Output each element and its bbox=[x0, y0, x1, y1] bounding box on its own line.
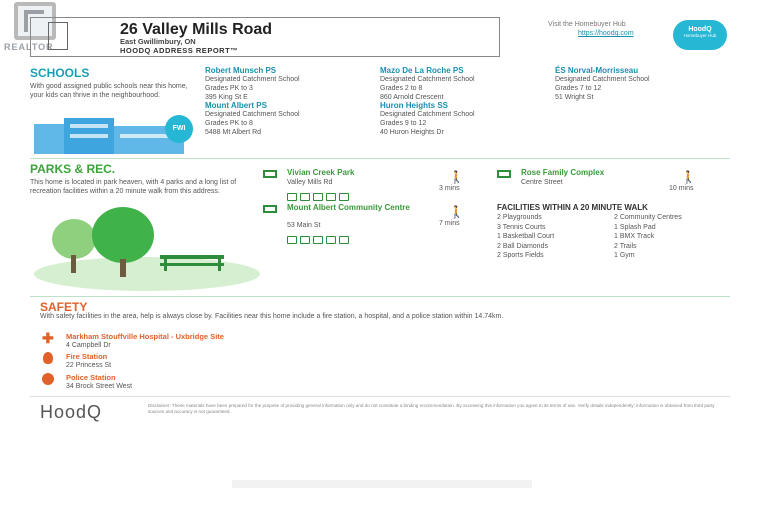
park-address: 53 Main St bbox=[287, 222, 321, 229]
hub-link[interactable]: https://hoodq.com bbox=[578, 30, 634, 37]
disclaimer-text: Disclaimer: These materials have been prepared for the purpose of providing general information only and do not constitute a binding recommendation. By accessing this information you agree to its terms of use. Verify details independently; information is obtained from third party sources and accuracy is not guaranteed. bbox=[148, 403, 715, 414]
facility-item: 2 Trails bbox=[614, 242, 637, 250]
school-item bbox=[380, 101, 540, 137]
parks-heading: PARKS & REC. bbox=[30, 162, 116, 176]
facility-item: 1 BMX Track bbox=[614, 233, 655, 240]
park-illustration bbox=[34, 205, 260, 291]
parks-intro: This home is located in park heaven, with 4 parks and a long list of recreation facilities within a 20 minute walk from this address. bbox=[30, 179, 237, 195]
homebuyer-hub-badge[interactable] bbox=[673, 20, 727, 50]
badge-title: HoodQ bbox=[688, 26, 712, 33]
amenity-icons bbox=[287, 231, 352, 249]
section-divider bbox=[30, 158, 730, 159]
park-address: Centre Street bbox=[521, 179, 563, 186]
school-address: 5488 Mt Albert Rd bbox=[205, 129, 262, 136]
park-sign-icon bbox=[263, 170, 277, 178]
city-label: East Gwillimbury, ON bbox=[120, 37, 196, 46]
walk-time: 3 mins bbox=[439, 185, 460, 192]
fire-icon bbox=[43, 352, 53, 364]
section-divider bbox=[30, 396, 730, 397]
tree-icon bbox=[52, 219, 96, 259]
facility-item: 2 Sports Fields bbox=[497, 252, 544, 259]
park-sign-icon bbox=[263, 205, 277, 213]
section-divider bbox=[30, 296, 730, 297]
school-name[interactable]: ÉS Norval-Morrisseau bbox=[555, 66, 639, 75]
hub-text: Visit the Homebuyer Hub bbox=[548, 21, 626, 28]
school-item bbox=[380, 66, 540, 102]
schools-heading: SCHOOLS bbox=[30, 66, 90, 80]
facility-item: 1 Splash Pad bbox=[614, 223, 656, 231]
school-address: 395 King St E bbox=[205, 94, 248, 101]
school-name[interactable]: Robert Munsch PS bbox=[205, 66, 277, 75]
park-name[interactable]: Mount Albert Community Centre bbox=[287, 203, 410, 212]
facility-name[interactable]: Markham Stouffville Hospital - Uxbridge Site bbox=[66, 332, 224, 341]
walking-icon: 🚶 bbox=[449, 205, 464, 219]
school-grades: Grades 7 to 12 bbox=[555, 85, 602, 92]
school-address: 40 Huron Heights Dr bbox=[380, 129, 444, 136]
park-name[interactable]: Rose Family Complex bbox=[521, 168, 605, 177]
fwi-badge: FWI bbox=[165, 115, 193, 143]
school-grades: Grades PK to 3 bbox=[205, 85, 253, 92]
walking-icon: 🚶 bbox=[681, 170, 696, 184]
school-type: Designated Catchment School bbox=[205, 76, 300, 83]
school-address: 51 Wright St bbox=[555, 94, 594, 101]
school-grades: Grades 2 to 8 bbox=[380, 85, 423, 92]
facilities-right-list bbox=[614, 213, 682, 261]
safety-intro: With safety facilities in the area, help is always close by. Facilities near this home include a fire station, a hospital, and a police station within 14.74km. bbox=[40, 313, 504, 320]
park-sign-icon bbox=[497, 170, 511, 178]
hoodq-logo: HoodQ bbox=[40, 402, 103, 422]
school-grades: Grades 9 to 12 bbox=[380, 120, 427, 127]
walking-icon: 🚶 bbox=[449, 170, 464, 184]
badge-subtitle: Homebuyer Hub bbox=[683, 33, 717, 38]
hospital-icon: ✚ bbox=[42, 330, 54, 346]
facility-name[interactable]: Fire Station bbox=[66, 352, 108, 361]
school-item bbox=[205, 66, 365, 102]
facility-address: 22 Princess St bbox=[66, 362, 112, 369]
park-address: Valley Mills Rd bbox=[287, 179, 333, 186]
school-name[interactable]: Mazo De La Roche PS bbox=[380, 66, 464, 75]
realtor-label: REALTOR bbox=[4, 42, 54, 52]
school-grades: Grades PK to 8 bbox=[205, 120, 253, 127]
facility-address: 34 Brock Street West bbox=[66, 383, 133, 390]
school-type: Designated Catchment School bbox=[380, 111, 475, 118]
park-name[interactable]: Vivian Creek Park bbox=[287, 168, 355, 177]
school-type: Designated Catchment School bbox=[205, 111, 300, 118]
facility-item: 1 Basketball Court bbox=[497, 233, 555, 240]
address-title: 26 Valley Mills Road bbox=[120, 21, 273, 38]
school-name[interactable]: Mount Albert PS bbox=[205, 101, 267, 110]
school-type: Designated Catchment School bbox=[380, 76, 475, 83]
facility-item: 2 Ball Diamonds bbox=[497, 242, 548, 250]
walk-time: 7 mins bbox=[439, 220, 460, 227]
police-badge-icon bbox=[42, 373, 54, 385]
facility-item: 3 Tennis Courts bbox=[497, 223, 546, 231]
report-title: HOODQ ADDRESS REPORT™ bbox=[120, 46, 239, 55]
bench-icon bbox=[160, 255, 224, 259]
tree-icon bbox=[92, 207, 154, 263]
facility-item: 1 Gym bbox=[614, 252, 635, 259]
facility-item: 2 Community Centres bbox=[614, 214, 682, 221]
facility-item: 2 Playgrounds bbox=[497, 214, 542, 221]
facility-address: 4 Campbell Dr bbox=[66, 342, 111, 349]
school-item bbox=[555, 66, 725, 102]
school-name[interactable]: Huron Heights SS bbox=[380, 101, 449, 110]
house-icon bbox=[48, 22, 68, 50]
walk-time: 10 mins bbox=[669, 185, 694, 192]
school-item bbox=[205, 101, 365, 137]
facilities-left-list bbox=[497, 213, 554, 261]
bottom-watermark-strip bbox=[232, 480, 532, 488]
facility-name[interactable]: Police Station bbox=[66, 373, 116, 382]
schools-intro: With good assigned public schools near this home, your kids can thrive in the neighbourhood. bbox=[30, 83, 188, 99]
school-address: 860 Arnold Crescent bbox=[380, 94, 444, 101]
safety-heading: SAFETY bbox=[40, 300, 88, 314]
school-type: Designated Catchment School bbox=[555, 76, 650, 83]
facilities-heading: FACILITIES WITHIN A 20 MINUTE WALK bbox=[497, 203, 648, 212]
